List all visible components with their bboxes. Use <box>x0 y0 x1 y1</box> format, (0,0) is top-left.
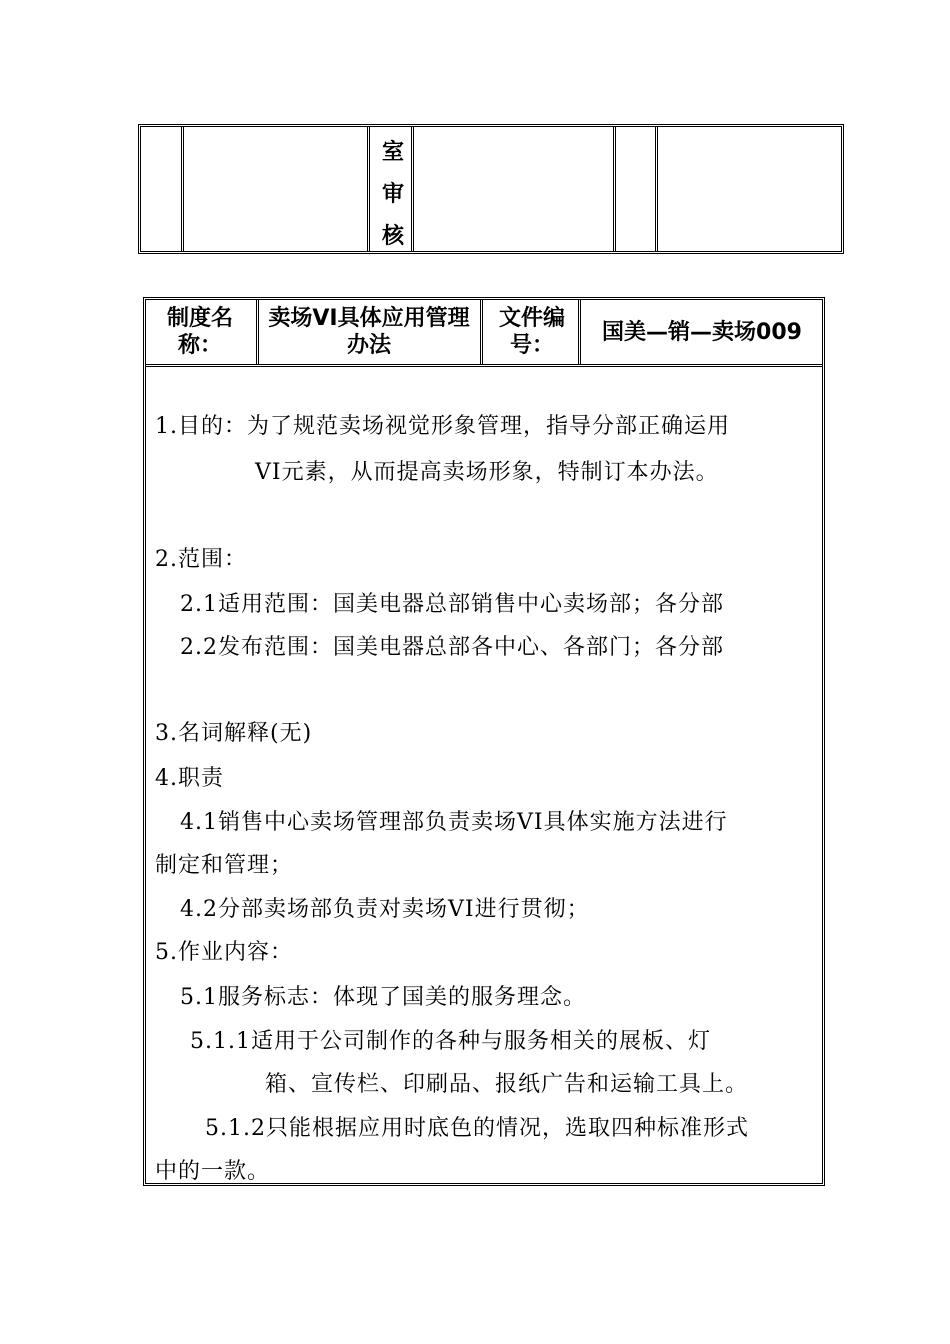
policy-name-label: 制度名称： <box>166 306 233 358</box>
header-divider <box>480 300 483 364</box>
policy-name-value: 卖场VI具体应用管理办法 <box>268 306 470 358</box>
service-mark-5-1-1: 5.1.1适用于公司制作的各种与服务相关的展板、灯 <box>190 1029 711 1054</box>
table-divider <box>367 127 370 251</box>
approval-table <box>138 124 844 254</box>
approval-char: 核 <box>381 224 404 249</box>
approval-char: 室 <box>381 140 404 165</box>
header-divider <box>256 300 259 364</box>
service-mark-5-1-1-continuation: 箱、宣传栏、印刷品、报纸广告和运输工具上。 <box>265 1072 749 1097</box>
service-mark: 5.1服务标志：体现了国美的服务理念。 <box>180 985 586 1010</box>
approval-char: 审 <box>381 182 404 207</box>
duties-heading: 4.职责 <box>155 766 224 791</box>
table-divider <box>655 127 658 251</box>
purpose-continuation: VI元素，从而提高卖场形象，特制订本办法。 <box>255 460 719 485</box>
duties-4-2: 4.2分部卖场部负责对卖场VI进行贯彻； <box>180 897 590 922</box>
operations-heading: 5.作业内容： <box>155 940 293 965</box>
table-divider <box>613 127 616 251</box>
purpose-heading: 1.目的：为了规范卖场视觉形象管理，指导分部正确运用 <box>155 414 730 439</box>
duties-4-1: 4.1销售中心卖场管理部负责卖场VI具体实施方法进行 <box>180 810 728 835</box>
service-mark-5-1-2-continuation: 中的一款。 <box>155 1159 271 1184</box>
duties-4-1-continuation: 制定和管理； <box>155 853 294 878</box>
terms-heading: 3.名词解释(无) <box>155 721 313 746</box>
service-mark-5-1-2: 5.1.2只能根据应用时底色的情况，选取四种标准形式 <box>205 1116 749 1141</box>
file-number-value: 国美—销—卖场009 <box>602 319 802 345</box>
scope-heading: 2.范围： <box>155 547 247 572</box>
header-divider <box>578 300 581 364</box>
document-header <box>146 300 822 367</box>
table-divider <box>181 127 184 251</box>
file-number-label: 文件编号： <box>498 306 565 358</box>
scope-release: 2.2发布范围：国美电器总部各中心、各部门；各分部 <box>180 635 724 660</box>
scope-applicable: 2.1适用范围：国美电器总部销售中心卖场部；各分部 <box>180 592 724 617</box>
policy-document <box>143 297 825 1186</box>
